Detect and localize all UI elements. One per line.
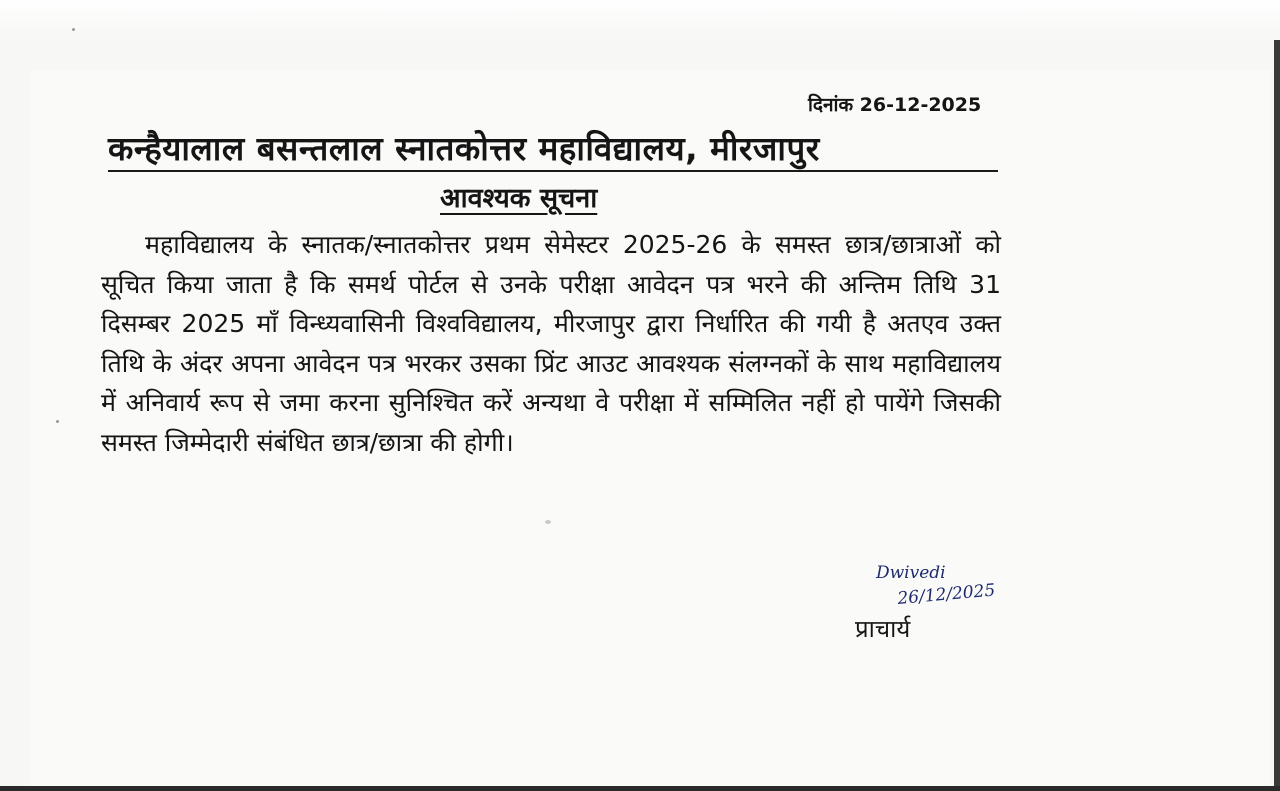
principal-signature [870,556,1010,616]
scan-top-edge [0,0,1280,40]
notice-title: आवश्यक सूचना [440,183,598,214]
college-underline [108,170,998,172]
scan-bottom-edge [0,786,1280,791]
signature-name: Dwivedi [876,563,946,583]
scan-speck [545,520,551,524]
signature-date: 26/12/2025 [896,580,997,609]
college-name: कन्हैयालाल बसन्तलाल स्नातकोत्तर महाविद्यालय, मीरजापुर [108,129,820,168]
signatory-title: प्राचार्य [855,615,911,643]
notice-body: महाविद्यालय के स्नातक/स्नातकोत्तर प्रथम सेमेस्टर 2025-26 के समस्त छात्र/छात्राओं को सूचित किया जाता है कि समर्थ पोर्टल से उनके परीक्षा आवेदन पत्र भरने की अन्तिम तिथि 31 दिसम्बर 2025 माँ विन्ध्यवासिनी विश्वविद्यालय, मीरजापुर द्वारा निर्धारित की गयी है अतएव उक्त तिथि के अंदर अपना आवेदन पत्र भरकर उसका प्रिंट आउट आवश्यक संलग्नकों के साथ महाविद्यालय में अनिवार्य रूप से जमा करना सुनिश्चित करें अन्यथा वे परीक्षा में सम्मिलित नहीं हो पायेंगे जिसकी समस्त जिम्मेदारी संबंधित छात्र/छात्रा की होगी। [101,230,1001,457]
notice-date: दिनांक 26-12-2025 [808,94,982,116]
scan-speck [72,28,75,31]
scan-speck [56,420,59,423]
scan-right-edge [1274,40,1280,790]
